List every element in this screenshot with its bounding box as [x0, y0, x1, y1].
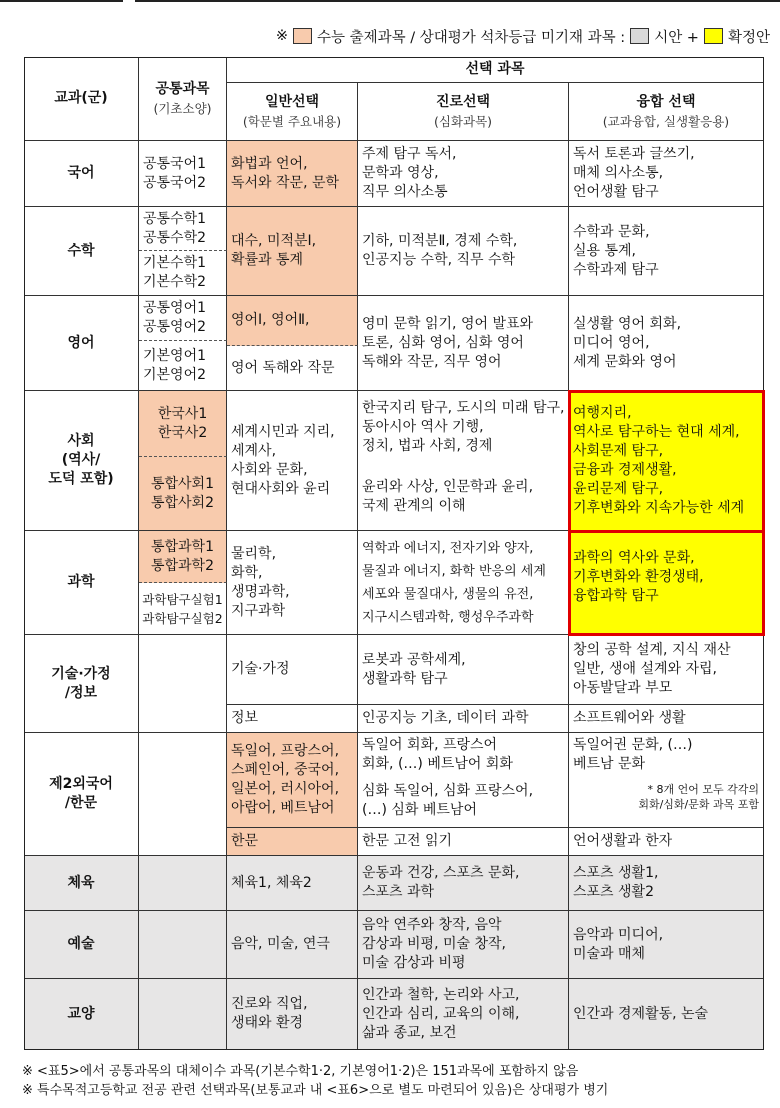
- common-math-a: 공통수학1 공통수학2: [139, 207, 227, 251]
- fusion-foreign-b: 언어생활과 한자: [569, 828, 764, 856]
- footnote-2: ※ 특수목적고등학교 전공 관련 선택과목(보통교과 내 <표6>으로 별도 마련되어 있음)은 상대평가 병기: [22, 1083, 609, 1098]
- career-foreign-a2-line2: (…) 심화 베트남어: [362, 802, 477, 818]
- common-tech-empty: [139, 635, 227, 733]
- subject-korean: 국어: [24, 141, 139, 207]
- common-english-b: 기본영어1 기본영어2: [139, 341, 227, 391]
- career-tech-a: 로봇과 공학세계, 생활과학 탐구: [358, 635, 569, 705]
- subject-math: 수학: [24, 207, 139, 296]
- legend-orange-swatch: [293, 28, 312, 44]
- fusion-foreign-note1: * 8개 언어 모두 각각의: [647, 783, 759, 796]
- career-foreign-a: [358, 733, 569, 828]
- footnote-1: ※ <표5>에서 공통과목의 대체이수 과목(기본수학1·2, 기본영어1·2)은 151과목에 포함하지 않음: [22, 1064, 579, 1079]
- curriculum-table: [24, 57, 764, 1050]
- subject-arts: 예술: [24, 911, 139, 979]
- general-liberal: 진로와 직업, 생태와 환경: [227, 979, 358, 1050]
- career-social-a1: 한국지리 탐구, 도시의 미래 탐구,: [362, 400, 565, 416]
- general-science: 물리학, 화학, 생명과학, 지구과학: [227, 531, 358, 635]
- general-arts: 음악, 미술, 연극: [227, 911, 358, 979]
- subject-science: 과학: [24, 531, 139, 635]
- common-social-a: 한국사1 한국사2: [139, 391, 227, 457]
- common-social-b: 통합사회1 통합사회2: [139, 457, 227, 531]
- header-general: 일반선택 (학문별 주요내용): [227, 83, 358, 141]
- fusion-korean: 독서 토론과 글쓰기, 매체 의사소통, 언어생활 탐구: [569, 141, 764, 207]
- top-rule-right: [135, 0, 780, 2]
- common-korean: 공통국어1 공통국어2: [139, 141, 227, 207]
- subject-foreign: 제2외국어 /한문: [24, 733, 139, 856]
- fusion-tech-b: 소프트웨어와 생활: [569, 705, 764, 733]
- general-social: 세계시민과 지리, 세계사, 사회와 문화, 현대사회와 윤리: [227, 391, 358, 531]
- common-science-a: 통합과학1 통합과학2: [139, 531, 227, 583]
- top-rule-left: [0, 0, 123, 2]
- career-science: 역학과 에너지, 전자기와 양자, 물질과 에너지, 화학 반응의 세계 세포와 물질대사, 생물의 유전, 지구시스템과학, 행성우주과학: [358, 531, 569, 635]
- common-english-a: 공통영어1 공통영어2: [139, 296, 227, 341]
- general-english-a: 영어Ⅰ, 영어Ⅱ,: [227, 296, 358, 346]
- legend-yellow-swatch: [704, 28, 723, 44]
- header-fusion: 융합 선택 (교과융합, 실생활응용): [569, 83, 764, 141]
- career-social-b2: 국제 관계의 이해: [362, 498, 466, 514]
- subject-social: 사회 (역사/ 도덕 포함): [24, 391, 139, 531]
- header-subject-group: 교과(군): [24, 57, 139, 141]
- general-foreign-b: 한문: [227, 828, 358, 856]
- legend-mark: ※: [275, 28, 289, 44]
- career-tech-b: 인공지능 기초, 데이터 과학: [358, 705, 569, 733]
- fusion-foreign-line1: 독일어권 문화, (…): [573, 737, 693, 753]
- common-pe-empty: [139, 856, 227, 911]
- general-pe: 체육1, 체육2: [227, 856, 358, 911]
- header-career: 진로선택 (심화과목): [358, 83, 569, 141]
- career-math: 기하, 미적분Ⅱ, 경제 수학, 인공지능 수학, 직무 수학: [358, 207, 569, 296]
- career-social-a3: 정치, 법과 사회, 경제: [362, 438, 493, 454]
- legend: [276, 24, 770, 48]
- general-math: 대수, 미적분Ⅰ, 확률과 통계: [227, 207, 358, 296]
- common-science-b: 과학탐구실험1 과학탐구실험2: [139, 583, 227, 635]
- common-liberal-empty: [139, 979, 227, 1050]
- career-pe: 운동과 건강, 스포츠 문화, 스포츠 과학: [358, 856, 569, 911]
- subject-pe: 체육: [24, 856, 139, 911]
- subject-tech: 기술·가정 /정보: [24, 635, 139, 733]
- general-english-b: 영어 독해와 작문: [227, 346, 358, 391]
- subject-liberal: 교양: [24, 979, 139, 1050]
- career-foreign-a1-line2: 회화, (…) 베트남어 회화: [362, 756, 513, 772]
- career-english: 영미 문학 읽기, 영어 발표와 토론, 심화 영어, 심화 영어 독해와 작문, 직무 영어: [358, 296, 569, 391]
- fusion-foreign-line2: 베트남 문화: [573, 756, 646, 772]
- general-foreign-a: 독일어, 프랑스어, 스페인어, 중국어, 일본어, 러시아어, 아랍어, 베트남어: [227, 733, 358, 828]
- common-foreign-empty: [139, 733, 227, 856]
- legend-gray-swatch: [630, 28, 649, 44]
- general-tech-b: 정보: [227, 705, 358, 733]
- career-foreign-b: 한문 고전 읽기: [358, 828, 569, 856]
- fusion-social: 여행지리, 역사로 탐구하는 현대 세계, 사회문제 탐구, 금융과 경제생활, 윤리문제 탐구, 기후변화와 지속가능한 세계: [569, 391, 764, 531]
- fusion-foreign-a: [569, 733, 764, 828]
- fusion-tech-a: 창의 공학 설계, 지식 재산 일반, 생애 설계와 자립, 아동발달과 부모: [569, 635, 764, 705]
- legend-text-draft: 시안 +: [654, 29, 699, 46]
- career-korean: 주제 탐구 독서, 문학과 영상, 직무 의사소통: [358, 141, 569, 207]
- header-select: 선택 과목: [227, 57, 764, 83]
- fusion-english: 실생활 영어 회화, 미디어 영어, 세계 문화와 영어: [569, 296, 764, 391]
- header-common: 공통과목 (기초소양): [139, 57, 227, 141]
- fusion-math: 수학과 문화, 실용 통계, 수학과제 탐구: [569, 207, 764, 296]
- common-arts-empty: [139, 911, 227, 979]
- fusion-science: 과학의 역사와 문화, 기후변화와 환경생태, 융합과학 탐구: [569, 531, 764, 635]
- fusion-liberal: 인간과 경제활동, 논술: [569, 979, 764, 1050]
- fusion-arts: 음악과 미디어, 미술과 매체: [569, 911, 764, 979]
- subject-english: 영어: [24, 296, 139, 391]
- career-arts: 음악 연주와 창작, 음악 감상과 비평, 미술 창작, 미술 감상과 비평: [358, 911, 569, 979]
- general-korean: 화법과 언어, 독서와 작문, 문학: [227, 141, 358, 207]
- legend-text-suneung: 수능 출제과목 / 상대평가 석차등급 미기재 과목 :: [317, 29, 626, 46]
- general-tech-a: 기술·가정: [227, 635, 358, 705]
- career-social-b1: 윤리와 사상, 인문학과 윤리,: [362, 479, 534, 495]
- legend-text-final: 확정안: [727, 29, 770, 46]
- fusion-foreign-note2: 회화/심화/문화 과목 포함: [638, 798, 759, 811]
- career-foreign-a2-line1: 심화 독일어, 심화 프랑스어,: [362, 783, 534, 799]
- career-social-a2: 동아시아 역사 기행,: [362, 419, 484, 435]
- common-math-b: 기본수학1 기본수학2: [139, 251, 227, 296]
- career-social: [358, 391, 569, 531]
- career-liberal: 인간과 철학, 논리와 사고, 인간과 심리, 교육의 이해, 삶과 종교, 보건: [358, 979, 569, 1050]
- fusion-pe: 스포츠 생활1, 스포츠 생활2: [569, 856, 764, 911]
- career-foreign-a1-line1: 독일어 회화, 프랑스어: [362, 737, 498, 753]
